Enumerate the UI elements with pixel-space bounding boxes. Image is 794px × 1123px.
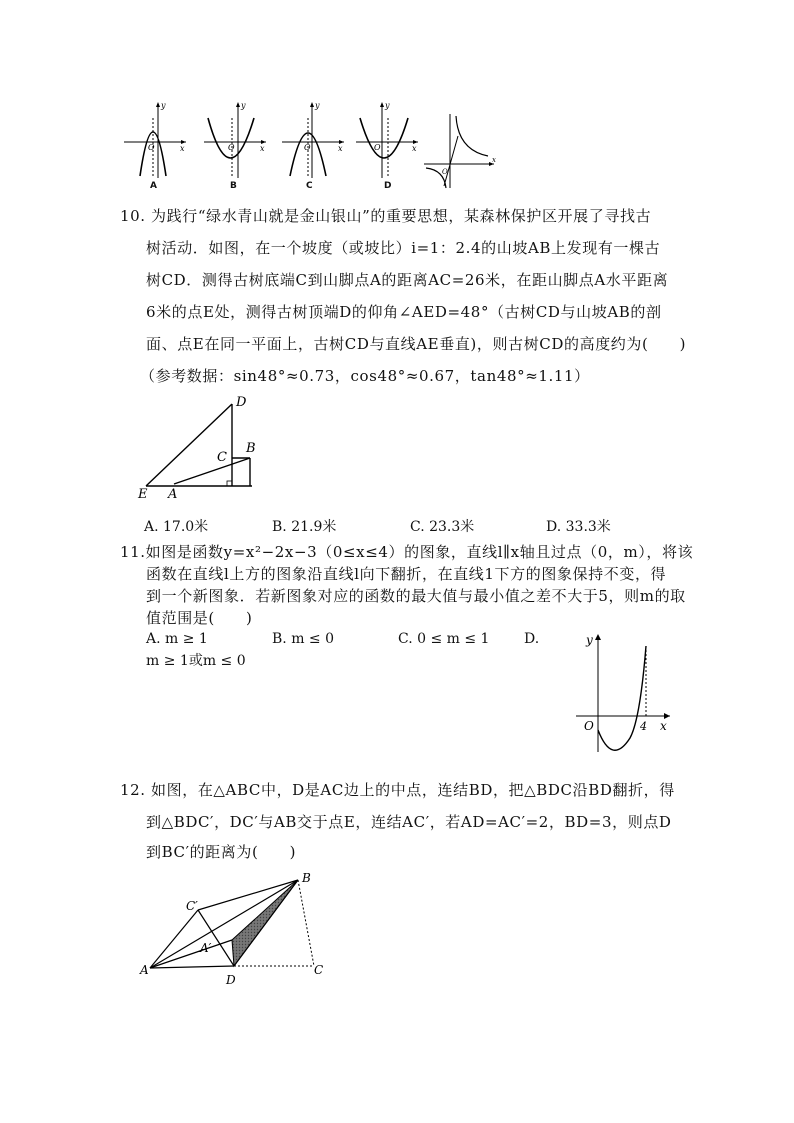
q11-graph-four: 4	[640, 720, 647, 733]
q10-label-e: E	[138, 487, 148, 502]
top-figures	[120, 98, 500, 194]
q10-label-b: B	[246, 441, 256, 456]
graph-b-o: O	[228, 143, 235, 152]
q10-option-c[interactable]: C. 23.3米	[410, 519, 475, 535]
q11-option-d-text: m ≥ 1或m ≤ 0	[146, 653, 246, 669]
q10-label-c: C	[217, 450, 227, 465]
graph-a-label: A	[150, 181, 157, 191]
q11-line-2: 函数在直线l上方的图象沿直线l向下翻折，在直线1下方的图象保持不变，得	[146, 565, 667, 583]
q10-line-6: （参考数据：sin48°≈0.73，cos48°≈0.67，tan48°≈1.11）	[140, 367, 590, 385]
q10-line-3: 树CD．测得古树底端C到山脚点A的距离AC=26米，在距山脚点A水平距离	[146, 271, 669, 289]
q12-label-d: D	[226, 973, 236, 987]
q11-option-b[interactable]: B. m ≤ 0	[272, 631, 335, 647]
q12-label-c: C	[314, 963, 324, 977]
q11-option-a[interactable]: A. m ≥ 1	[146, 631, 208, 647]
q10-option-b[interactable]: B. 21.9米	[272, 519, 337, 535]
graph-c	[278, 98, 348, 194]
graph-a-o: O	[148, 143, 155, 152]
q10-line-4: 6米的点E处，测得古树顶端D的仰角∠AED=48°（古树CD与山坡AB的剖	[146, 303, 662, 321]
graph-b	[200, 98, 270, 194]
graph-c-label: C	[306, 181, 313, 191]
graph-c-x: x	[338, 144, 343, 153]
q12-line-2: 到△BDC′，DC′与AB交于点E，连结AC′，若AD=AC′=2，BD=3，则点D	[146, 813, 672, 831]
graph-a-y: y	[161, 101, 166, 110]
graph-d-x: x	[412, 144, 417, 153]
q12-line-3: 到BC′的距离为( )	[146, 843, 297, 861]
graph-d-o: O	[374, 143, 381, 152]
q11-graph-o: O	[584, 719, 594, 733]
graph-h-x: x	[492, 156, 496, 164]
q11-graph	[574, 630, 674, 754]
q12-line-1: 12. 如图，在△ABC中，D是AC边上的中点，连结BD，把△BDC沿BD翻折，得	[120, 781, 675, 799]
q11-line-3: 到一个新图象．若新图象对应的函数的最大值与最小值之差不大于5，则m的取	[146, 587, 686, 605]
q10-figure	[134, 394, 264, 502]
q11-option-c[interactable]: C. 0 ≤ m ≤ 1	[398, 631, 490, 647]
q12-label-b: B	[302, 871, 311, 885]
graph-d	[352, 98, 422, 194]
q11-line-4: 值范围是( )	[146, 609, 253, 627]
q11-graph-x: x	[660, 719, 667, 733]
q10-label-a: A	[168, 487, 178, 502]
q10-option-a[interactable]: A. 17.0米	[144, 519, 209, 535]
q10-line-1: 10. 为践行“绿水青山就是金山银山”的重要思想，某森林保护区开展了寻找古	[120, 207, 652, 225]
q11-option-d[interactable]: D.	[524, 631, 540, 647]
q11-line-1: 11.如图是函数y=x²−2x−3（0≤x≤4）的图象，直线l∥x轴且过点（0，m），将该	[120, 543, 694, 561]
graph-d-label: D	[384, 181, 392, 191]
q12-label-a: A	[140, 963, 149, 977]
graph-b-y: y	[241, 101, 246, 110]
q10-line-2: 树活动．如图，在一个坡度（或坡比）i=1：2.4的山坡AB上发现有一棵古	[146, 239, 661, 257]
graph-b-label: B	[230, 181, 237, 191]
q12-label-a1: A′	[200, 941, 212, 955]
graph-c-o: O	[304, 143, 311, 152]
graph-h-o: O	[442, 168, 448, 176]
q12-figure	[136, 868, 336, 992]
graph-b-x: x	[260, 144, 265, 153]
graph-c-y: y	[315, 101, 320, 110]
q11-graph-y: y	[586, 633, 593, 647]
graph-hyperbola	[422, 112, 500, 192]
graph-d-y: y	[385, 101, 390, 110]
q10-label-d: D	[236, 395, 247, 410]
q10-line-5: 面、点E在同一平面上，古树CD与直线AE垂直)，则古树CD的高度约为( )	[146, 335, 687, 353]
q10-option-d[interactable]: D. 33.3米	[546, 519, 611, 535]
graph-a-x: x	[180, 144, 185, 153]
q12-label-c1: C′	[186, 899, 198, 913]
graph-a	[120, 98, 190, 194]
